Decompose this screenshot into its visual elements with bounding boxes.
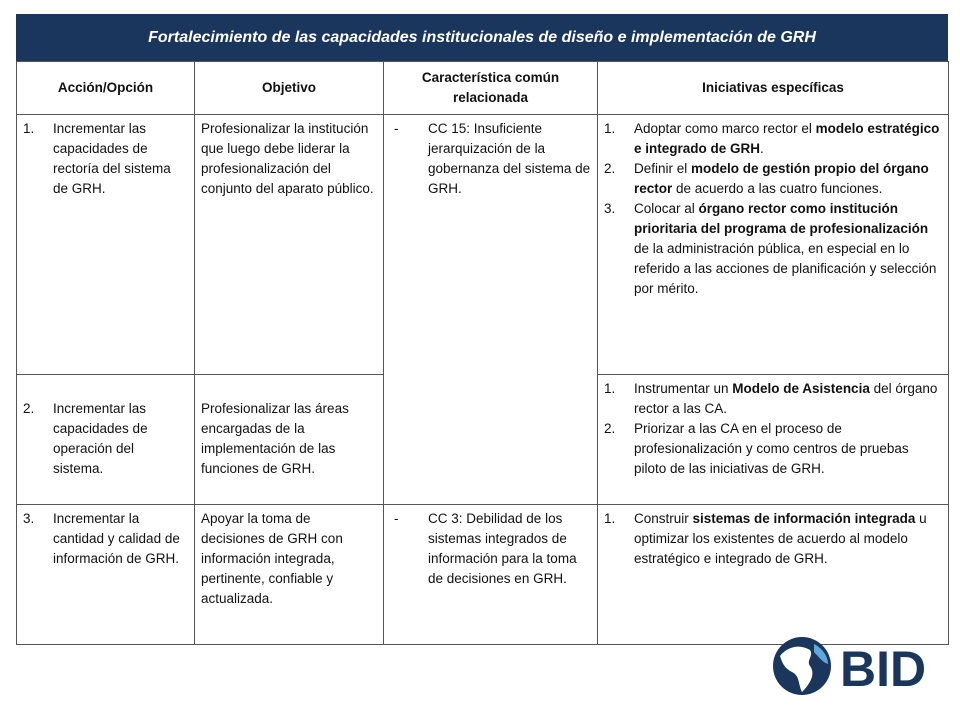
item-bold-text: modelo de gestión propio del órgano rector xyxy=(634,161,929,196)
list-item xyxy=(604,119,942,159)
header-iniciativas: Iniciativas específicas xyxy=(598,62,949,115)
accion-text: Incrementar la cantidad y calidad de información de GRH. xyxy=(53,511,180,566)
item-text: u optimizar los existentes de acuerdo al modelo estratégico e integrado de GRH. xyxy=(634,511,927,566)
cell-iniciativas xyxy=(598,115,949,375)
dash-bullet: - xyxy=(394,511,399,526)
list-item xyxy=(604,509,942,569)
accion-text: Incrementar las capacidades de rectoría del sistema de GRH. xyxy=(53,121,171,196)
item-bold-text: órgano rector como institución prioritaria del programa de profesionalización xyxy=(634,201,929,236)
cell-iniciativas xyxy=(598,505,949,645)
table-title: Fortalecimiento de las capacidades institucionales de diseño e implementación de GRH xyxy=(16,14,948,61)
accion-text: Incrementar las capacidades de operación del sistema. xyxy=(53,401,148,476)
globe-icon xyxy=(773,637,831,695)
table-header-row xyxy=(17,62,949,115)
initiatives-table xyxy=(16,61,949,645)
cell-caracteristica xyxy=(384,505,598,645)
header-objetivo: Objetivo xyxy=(195,62,384,115)
item-text: Construir xyxy=(634,511,693,526)
item-text: . xyxy=(760,141,764,156)
item-number: 1. xyxy=(604,381,616,396)
cc-text: CC 15: Insuficiente jerarquización de la gobernanza del sistema de GRH. xyxy=(428,121,591,196)
item-text: Definir el xyxy=(634,161,692,176)
cell-objetivo: Apoyar la toma de decisiones de GRH con información integrada, pertinente, confiable y actualizada. xyxy=(195,505,384,645)
cell-accion xyxy=(17,505,195,645)
cell-iniciativas xyxy=(598,375,949,505)
item-bold-text: Modelo de Asistencia xyxy=(732,381,870,396)
table-row xyxy=(17,115,949,375)
item-number: 1. xyxy=(604,511,616,526)
cell-objetivo: Profesionalizar las áreas encargadas de la implementación de las funciones de GRH. xyxy=(195,375,384,505)
dash-bullet: - xyxy=(394,121,399,136)
item-number: 2. xyxy=(604,421,616,436)
cell-accion xyxy=(17,115,195,375)
table-row xyxy=(17,505,949,645)
list-item xyxy=(604,159,942,199)
cell-objetivo: Profesionalizar la institución que luego debe liderar la profesionalización del conjunto del aparato público. xyxy=(195,115,384,375)
row-number: 3. xyxy=(23,511,35,526)
header-accion: Acción/Opción xyxy=(17,62,195,115)
item-number: 1. xyxy=(604,121,616,136)
cell-caracteristica xyxy=(384,115,598,505)
list-item xyxy=(604,379,942,419)
logo-text: BID xyxy=(840,641,927,697)
row-number: 2. xyxy=(23,401,35,416)
item-bold-text: modelo estratégico e integrado de GRH xyxy=(634,121,940,156)
item-bold-text: sistemas de información integrada xyxy=(692,511,916,526)
item-text: Instrumentar un xyxy=(634,381,733,396)
row-number: 1. xyxy=(23,121,35,136)
item-text: Priorizar a las CA en el proceso de profesionalización y como centros de pruebas piloto de las iniciativas de GRH. xyxy=(634,421,909,476)
item-text: Colocar al xyxy=(634,201,699,216)
list-item xyxy=(604,419,942,479)
cell-accion xyxy=(17,375,195,505)
item-text: Adoptar como marco rector el xyxy=(634,121,816,136)
list-item xyxy=(604,199,942,299)
item-number: 2. xyxy=(604,161,616,176)
item-text: de la administración pública, en especial en lo referido a las acciones de planificación y selección por mérito. xyxy=(634,241,937,296)
bid-logo xyxy=(770,634,940,698)
item-text: del órgano rector a las CA. xyxy=(634,381,938,416)
item-number: 3. xyxy=(604,201,616,216)
cc-text: CC 3: Debilidad de los sistemas integrados de información para la toma de decisiones en GRH. xyxy=(428,511,577,586)
item-text: de acuerdo a las cuatro funciones. xyxy=(672,181,883,196)
header-caracteristica: Característica común relacionada xyxy=(384,62,598,115)
